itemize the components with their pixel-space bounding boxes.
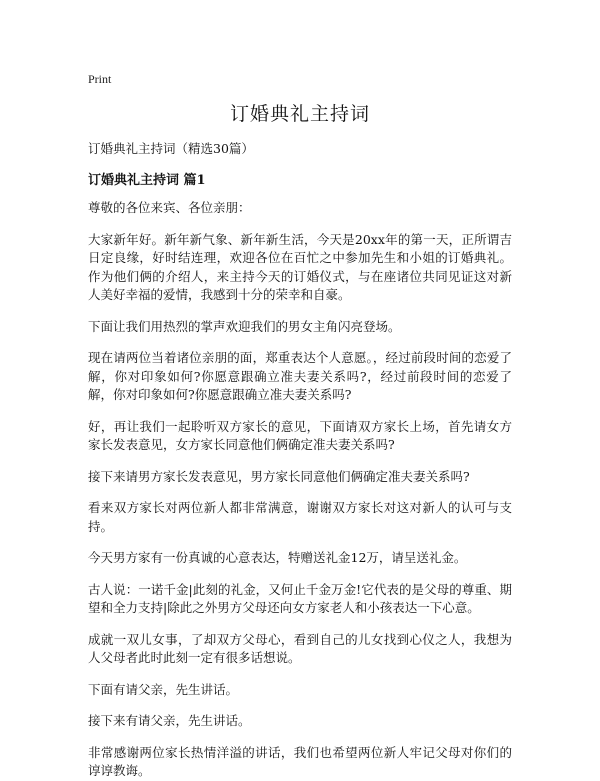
paragraph-father-speech-1: 下面有请父亲，先生讲话。 [88,681,239,697]
document-title: 订婚典礼主持词 [229,103,370,125]
paragraph-gift-money: 今天男方家有一份真诚的心意表达，特赠送礼金12万，请呈送礼金。 [88,550,467,565]
paragraph-groom-parents: 接下来请男方家长发表意见，男方家长同意他们俩确定准夫妻关系吗? [88,468,470,484]
document-subtitle: 订婚典礼主持词（精选30篇） [88,141,254,156]
paragraph-ancient-saying: 古人说：一诺千金|此刻的礼金，又何止千金万金!它代表的是父母的尊重、期望和全力支持|除此之外男方父母还向女方家老人和小孩表达一下心意。 [88,581,512,615]
paragraph-opening: 大家新年好。新年新气象、新年新生活，今天是20xx年的第一天，正所谓吉日定良缘，好时结连理，欢迎各位在百忙之中参加先生和小姐的订婚典礼。作为他们俩的介绍人，来主持今天的订婚仪式，与在座诸位共同见证这对新人美好幸福的爱情，我感到十分的荣幸和自豪。 [88,231,512,302]
paragraph-father-speech-2: 接下来有请父亲，先生讲话。 [88,713,251,728]
paragraph-thanks: 非常感谢两位家长热情洋溢的讲话，我们也希望两位新人牢记父母对你们的谆谆教诲。 [88,744,512,778]
paragraph-couple-intent: 现在请两位当着诸位亲朋的面，郑重表达个人意愿。，经过前段时间的恋爱了解，你对印象如何?你愿意跟确立准夫妻关系吗?，经过前段时间的恋爱了解，你对印象如何?你愿意跟确立准夫妻关系吗? [88,350,512,402]
paragraph-bride-parents: 好，再让我们一起聆听双方家长的意见，下面请双方家长上场，首先请女方家长发表意见，女方家长同意他们俩确定准夫妻关系吗? [88,418,512,452]
print-link[interactable]: Print [88,72,112,86]
paragraph-parents-words: 成就一双儿女事，了却双方父母心，看到自己的儿女找到心仪之人，我想为人父母者此时此刻一定有很多话想说。 [88,631,512,665]
paragraph-greeting: 尊敬的各位来宾、各位亲朋： [88,200,251,215]
section-heading: 订婚典礼主持词 篇1 [88,173,206,188]
paragraph-parents-approval: 看来双方家长对两位新人都非常满意，谢谢双方家长对这对新人的认可与支持。 [88,500,512,534]
paragraph-welcome-couple: 下面让我们用热烈的掌声欢迎我们的男女主角闪亮登场。 [88,318,401,334]
